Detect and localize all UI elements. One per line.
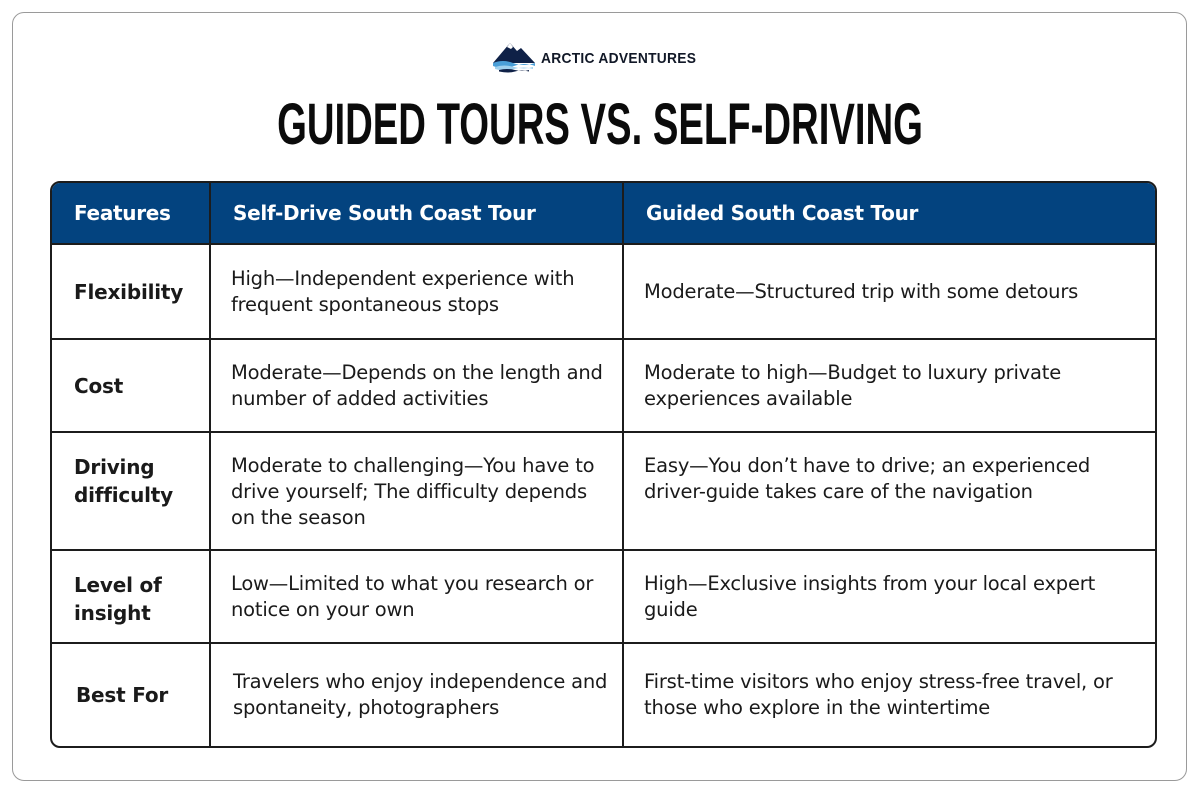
self-drive-cell: Low—Limited to what you research or notice on your own	[211, 551, 624, 644]
self-drive-cell: Moderate to challenging—You have to drive yourself; The difficulty depends on the season	[211, 433, 624, 551]
table-row-flexibility	[52, 245, 1155, 340]
table-row-best-for	[52, 644, 1155, 746]
self-drive-cell: Moderate—Depends on the length and number of added activities	[211, 340, 624, 433]
header-self-drive: Self-Drive South Coast Tour	[211, 183, 624, 245]
brand-name: ARCTIC ADVENTURES	[540, 49, 696, 67]
table-row-cost	[52, 340, 1155, 433]
brand-header	[0, 38, 1200, 74]
table-row-level-of-insight	[52, 551, 1155, 644]
page-title: GUIDED TOURS VS. SELF-DRIVING	[277, 92, 923, 157]
self-drive-cell: High—Independent experience with frequent spontaneous stops	[211, 245, 624, 340]
comparison-table	[50, 181, 1157, 748]
feature-label: Best For	[52, 644, 211, 746]
feature-label: Driving difficulty	[52, 433, 211, 551]
guided-cell: Easy—You don’t have to drive; an experienced driver-guide takes care of the navigation	[624, 433, 1155, 551]
header-row	[52, 183, 1155, 245]
header-features: Features	[52, 183, 211, 245]
feature-label: Level of insight	[52, 551, 211, 644]
mountain-wave-logo-icon	[491, 39, 537, 73]
feature-label: Cost	[52, 340, 211, 433]
guided-cell: Moderate—Structured trip with some detours	[624, 245, 1155, 340]
guided-cell: High—Exclusive insights from your local expert guide	[624, 551, 1155, 644]
guided-cell: Moderate to high—Budget to luxury private experiences available	[624, 340, 1155, 433]
self-drive-cell: Travelers who enjoy independence and spontaneity, photographers	[211, 644, 624, 746]
header-guided: Guided South Coast Tour	[624, 183, 1155, 245]
guided-cell: First-time visitors who enjoy stress-free travel, or those who explore in the wintertime	[644, 670, 1113, 719]
table-row-driving-difficulty	[52, 433, 1155, 551]
feature-label: Flexibility	[52, 245, 211, 340]
